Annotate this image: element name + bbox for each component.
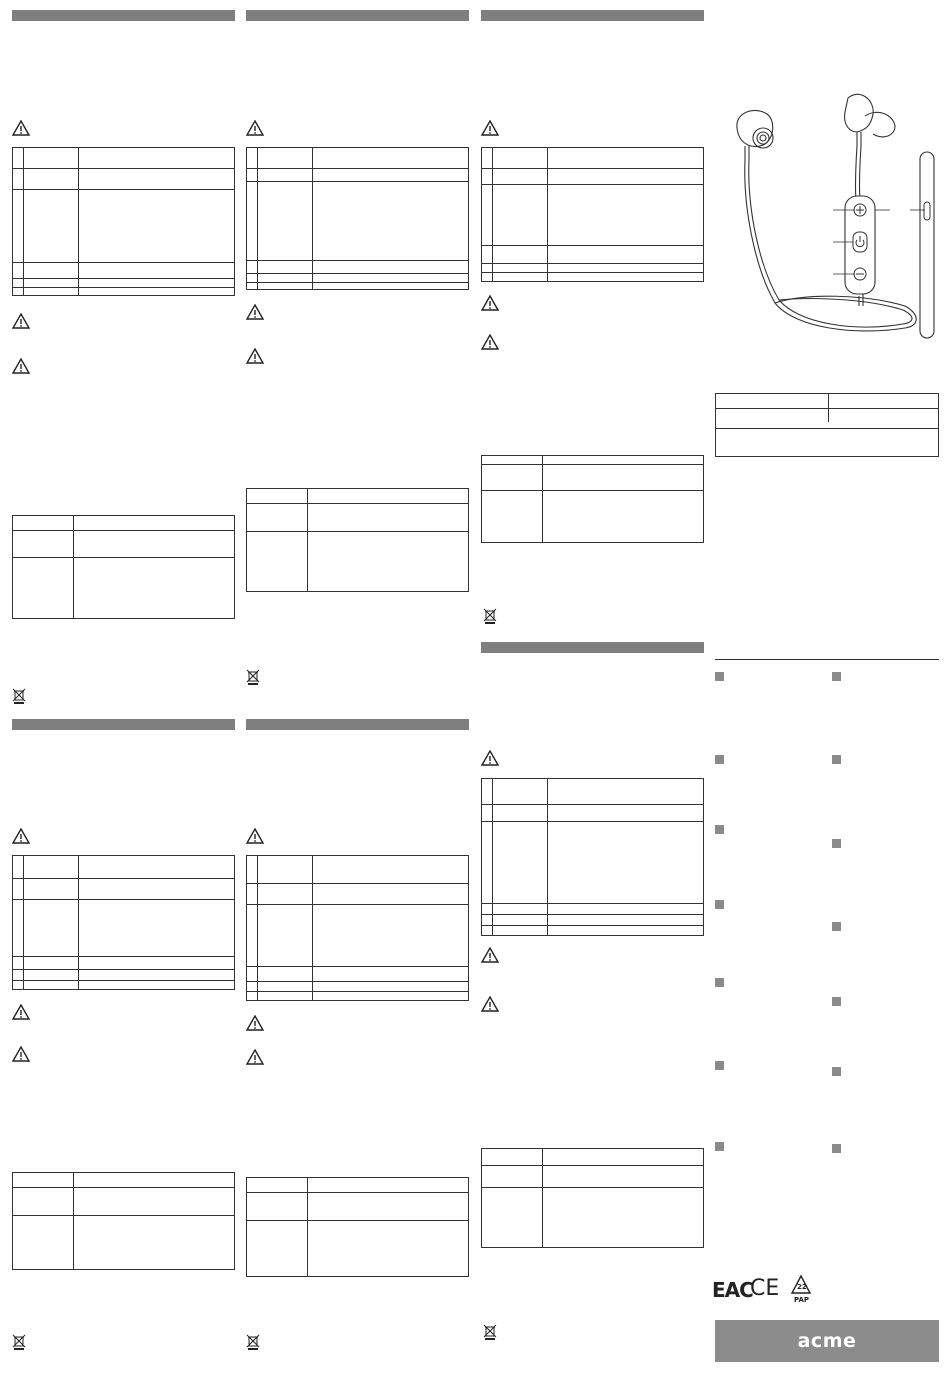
certification-marks xyxy=(712,1272,832,1312)
troubleshooting-table xyxy=(12,1172,235,1270)
weee-bin-icon xyxy=(12,1334,26,1355)
spec-table xyxy=(481,147,704,282)
troubleshooting-table xyxy=(246,488,469,592)
language-marker xyxy=(832,672,841,681)
language-marker xyxy=(832,922,841,931)
earphones-illustration xyxy=(715,88,945,348)
spec-table xyxy=(12,147,235,296)
troubleshooting-table xyxy=(481,1148,704,1248)
weee-bin-icon xyxy=(12,688,26,709)
language-marker xyxy=(715,978,724,987)
spec-table xyxy=(481,778,704,936)
spec-table xyxy=(246,147,469,290)
weee-bin-icon xyxy=(246,1334,260,1355)
language-marker xyxy=(832,997,841,1006)
weee-bin-icon xyxy=(483,1324,497,1345)
spec-table xyxy=(246,855,469,1001)
language-marker xyxy=(832,755,841,764)
language-marker xyxy=(715,672,724,681)
spec-table xyxy=(12,855,235,990)
language-marker xyxy=(715,1142,724,1151)
troubleshooting-table xyxy=(246,1177,469,1277)
eac-mark: EAC xyxy=(712,1278,753,1302)
weee-bin-icon xyxy=(246,669,260,690)
usb-port-icon xyxy=(924,202,930,220)
language-marker xyxy=(715,825,724,834)
section-header-bar xyxy=(481,642,704,653)
right-earbud xyxy=(845,94,895,146)
language-marker xyxy=(715,755,724,764)
section-header-bar xyxy=(12,10,235,21)
recycle-icon: 22 xyxy=(790,1274,812,1298)
language-marker xyxy=(832,1144,841,1153)
section-header-bar xyxy=(481,10,704,21)
acme-logo: acme xyxy=(715,1320,939,1362)
ce-mark: CE xyxy=(750,1276,780,1301)
section-header-bar xyxy=(246,10,469,21)
spec-table xyxy=(715,393,939,457)
recycle-label: PAP xyxy=(794,1296,810,1304)
language-marker xyxy=(832,839,841,848)
section-header-bar xyxy=(12,719,235,730)
weee-bin-icon xyxy=(483,608,497,629)
section-header-bar xyxy=(246,719,469,730)
language-marker xyxy=(715,900,724,909)
language-marker xyxy=(832,1067,841,1076)
left-earbud xyxy=(737,110,773,160)
troubleshooting-table xyxy=(12,515,235,619)
language-marker xyxy=(715,1061,724,1070)
divider xyxy=(715,659,939,660)
troubleshooting-table xyxy=(481,455,704,543)
